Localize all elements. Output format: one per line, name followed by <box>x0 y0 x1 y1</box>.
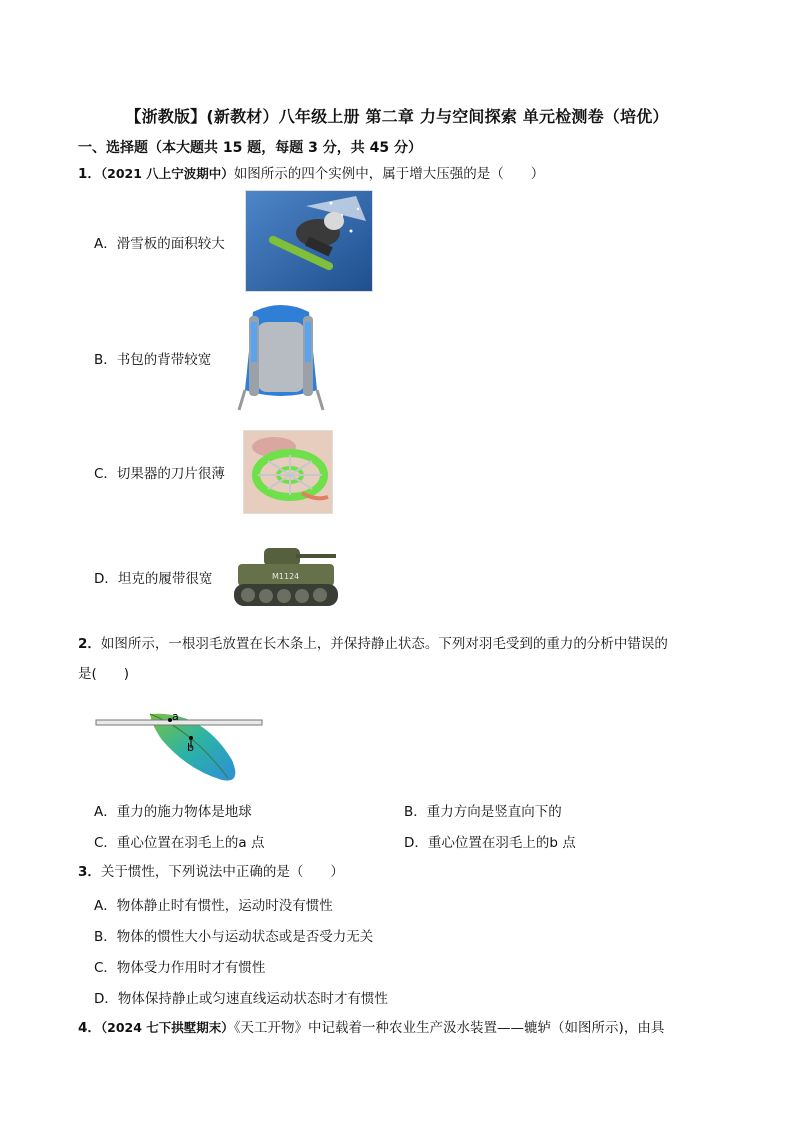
question-text: 《天工开物》中记载着一种农业生产汲水装置——辘轳（如图所示)，由具 <box>233 1020 665 1036</box>
question-3 <box>78 862 344 882</box>
question-2-line-1 <box>78 634 728 654</box>
q2-option-c: C．重心位置在羽毛上的a 点 <box>94 835 265 851</box>
q3-option-c: C．物体受力作用时才有惯性 <box>94 960 266 976</box>
feather-diagram <box>92 700 267 786</box>
question-number: 2． <box>78 636 101 652</box>
question-number: 4． <box>78 1020 101 1036</box>
fruit-cutter-image <box>243 430 333 514</box>
question-4 <box>78 1018 728 1038</box>
document-title: 【浙教版】(新教材）八年级上册 第二章 力与空间探索 单元检测卷（培优） <box>125 107 669 126</box>
question-text: 关于惯性，下列说法中正确的是（ ） <box>100 864 344 880</box>
question-source: （2024 七下拱墅期末） <box>100 1020 234 1035</box>
q1-option-a: A．滑雪板的面积较大 <box>94 236 225 252</box>
q2-option-d: D．重心位置在羽毛上的b 点 <box>404 835 576 851</box>
q2-option-a: A．重力的施力物体是地球 <box>94 804 252 820</box>
q3-option-a: A．物体静止时有惯性，运动时没有惯性 <box>94 898 333 914</box>
tank-marking: M1124 <box>272 572 300 581</box>
q1-option-b: B．书包的背带较宽 <box>94 352 212 368</box>
point-a-label: a <box>172 710 179 723</box>
question-text: 如图所示的四个实例中，属于增大压强的是（ ） <box>233 166 545 182</box>
question-number: 1． <box>78 166 101 182</box>
q1-option-c: C．切果器的刀片很薄 <box>94 466 225 482</box>
q1-option-d: D．坦克的履带很宽 <box>94 571 213 587</box>
q3-option-b: B．物体的惯性大小与运动状态或是否受力无关 <box>94 929 374 945</box>
question-number: 3． <box>78 864 101 880</box>
backpack-image <box>235 302 327 414</box>
q3-option-d: D．物体保持静止或匀速直线运动状态时才有惯性 <box>94 991 388 1007</box>
point-b-label: b <box>187 741 194 754</box>
question-text: 如图所示，一根羽毛放置在长木条上，并保持静止状态。下列对羽毛受到的重力的分析中错误的 <box>100 636 668 652</box>
tank-image <box>230 534 340 618</box>
section-heading: 一、选择题（本大题共 15 题，每题 3 分，共 45 分） <box>78 140 422 156</box>
question-source: （2021 八上宁波期中） <box>100 166 234 181</box>
snowboard-image <box>245 190 373 292</box>
q2-option-b: B．重力方向是竖直向下的 <box>404 804 562 820</box>
question-1 <box>78 164 544 184</box>
question-2-line-2: 是( ) <box>78 666 130 682</box>
